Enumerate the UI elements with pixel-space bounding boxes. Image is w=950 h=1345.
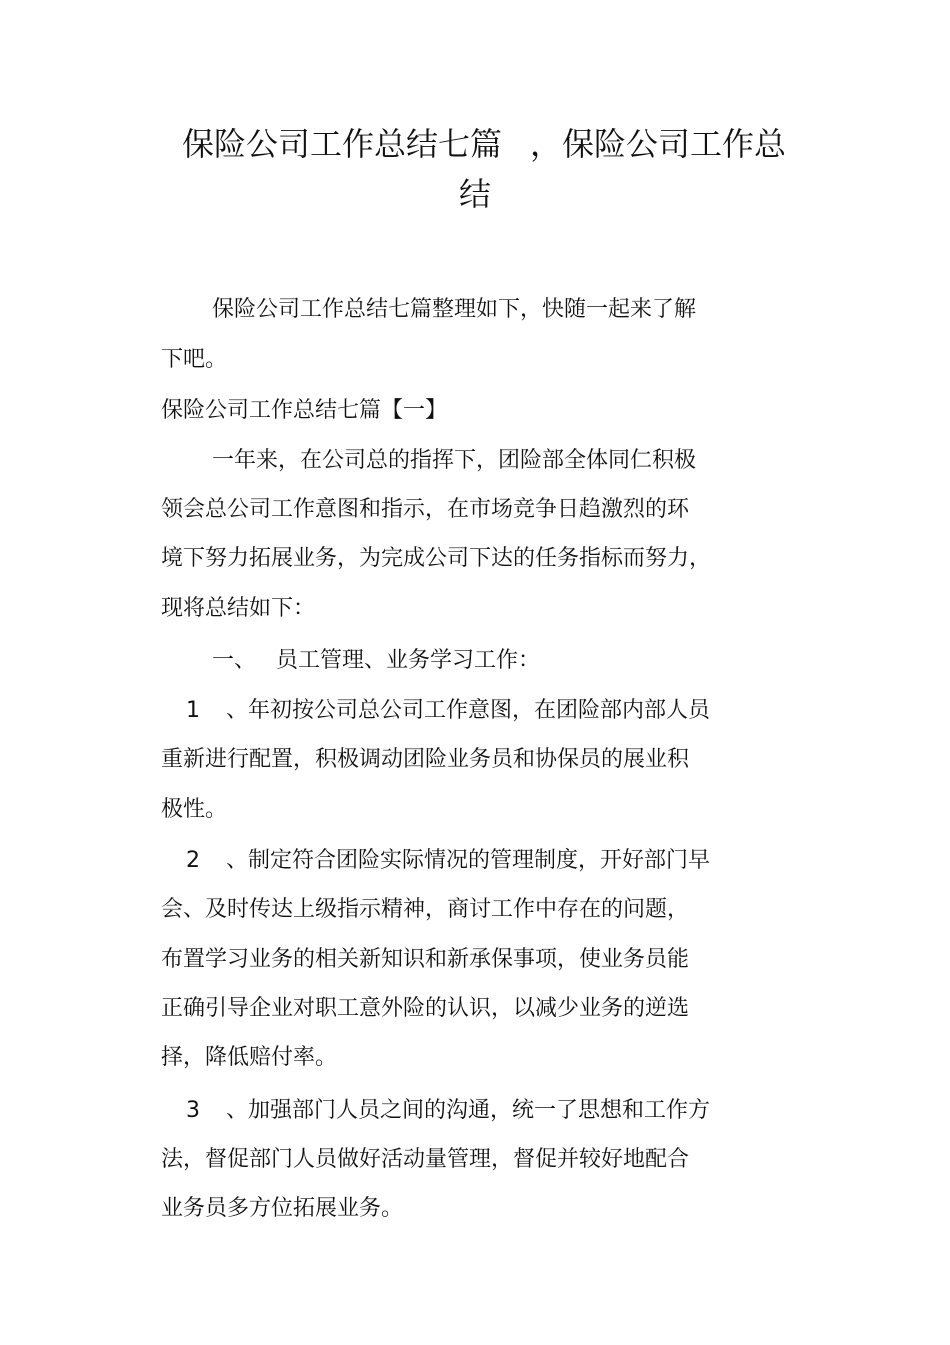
paragraph-1-line-1: 一年来，在公司总的指挥下，团险部全体同仁积极 [212, 448, 697, 473]
list-item-line: 正确引导企业对职工意外险的认识，以减少业务的逆选 [161, 996, 690, 1021]
paragraph-1-line-3: 境下努力拓展业务，为完成公司下达的任务指标而努力， [161, 546, 712, 571]
intro-line-1: 保险公司工作总结七篇整理如下，快随一起来了解 [212, 297, 697, 322]
list-item-line: 、年初按公司总公司工作意图，在团险部内部人员 [226, 698, 711, 723]
title-line-2: 结 [458, 175, 491, 213]
list-item-number: 3 [186, 1098, 200, 1123]
list-item-line: 重新进行配置，积极调动团险业务员和协保员的展业积 [161, 747, 690, 772]
list-item-line: 择，降低赔付率。 [161, 1045, 338, 1070]
list-item-line: 极性。 [161, 797, 228, 822]
paragraph-1-line-4: 现将总结如下： [161, 596, 316, 621]
subheading-number: 一、 [212, 648, 257, 673]
list-item-number: 2 [186, 848, 200, 873]
list-item-line: 法，督促部门人员做好活动量管理，督促并较好地配合 [161, 1147, 690, 1172]
paragraph-1-line-2: 领会总公司工作意图和指示，在市场竞争日趋激烈的环 [161, 497, 690, 522]
intro-line-2: 下吧。 [161, 347, 228, 372]
title-line-1-part-1: 保险公司工作总结七篇 [182, 125, 503, 163]
list-item-line: 会、及时传达上级指示精神，商讨工作中存在的问题， [161, 897, 690, 922]
subheading-text: 员工管理、业务学习工作： [276, 648, 541, 673]
section-heading: 保险公司工作总结七篇【一】 [161, 398, 448, 423]
list-item-line: 、制定符合团险实际情况的管理制度，开好部门早 [226, 848, 711, 873]
list-item-line: 业务员多方位拓展业务。 [161, 1196, 404, 1221]
list-item-number: 1 [186, 698, 200, 723]
title-line-1-part-2: ，保险公司工作总 [530, 125, 787, 163]
list-item-line: 布置学习业务的相关新知识和新承保事项，使业务员能 [161, 947, 690, 972]
list-item-line: 、加强部门人员之间的沟通，统一了思想和工作方 [226, 1098, 711, 1123]
